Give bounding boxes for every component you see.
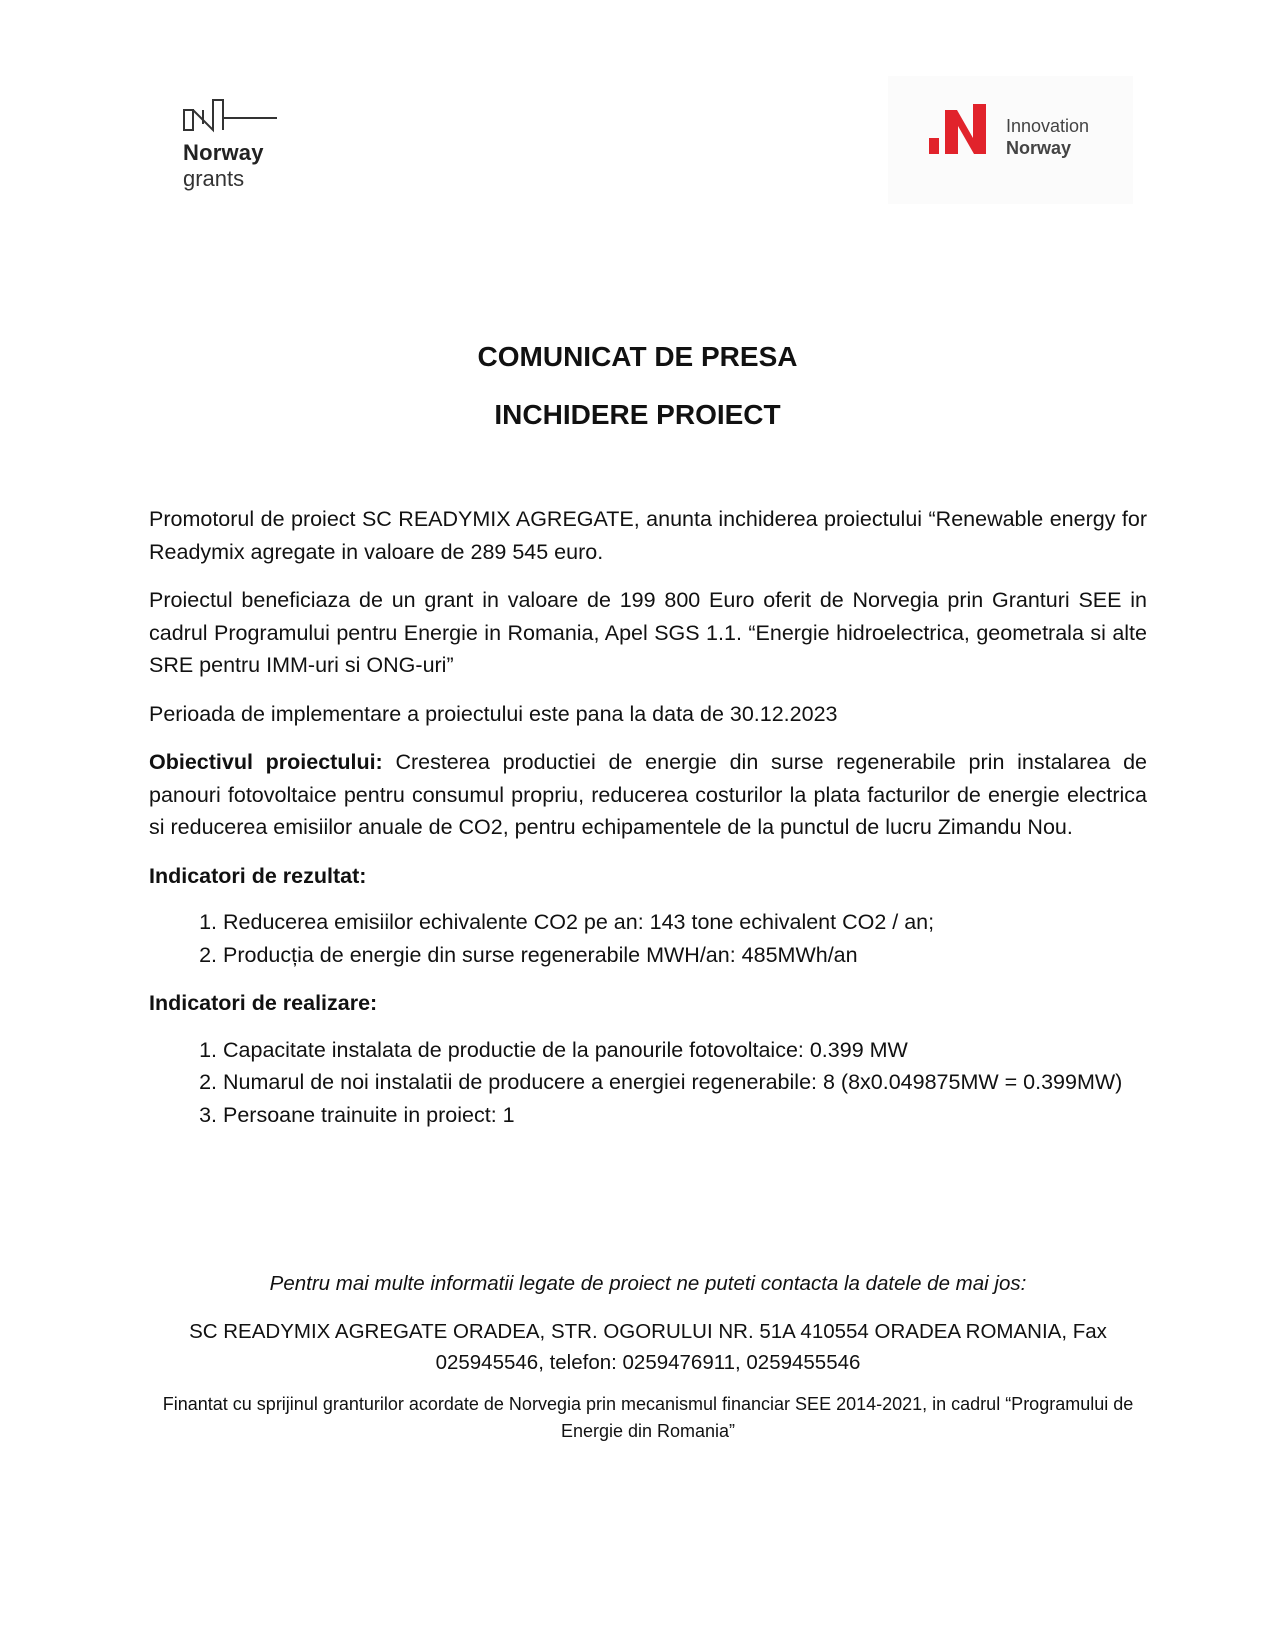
outputs-heading: Indicatori de realizare: [149,991,378,1015]
list-item: 2. Producția de energie din surse regenerabile MWH/an: 485MWh/an [223,939,1147,972]
innovation-norway-mark-icon [928,104,990,158]
page-title: COMUNICAT DE PRESA [477,341,798,372]
list-item: 1. Reducerea emisiilor echivalente CO2 pe an: 143 tone echivalent CO2 / an; [223,906,1147,939]
norway-grants-logo [183,98,293,198]
funding-note: Finantat cu sprijinul granturilor acordate de Norvegia prin mecanismul financiar SEE 2014-2021, in cadrul “Programului de Energie din Romania” [162,1394,1134,1441]
results-list [149,906,1147,971]
document-body [149,503,1147,1147]
contact-intro: Pentru mai multe informatii legate de proiect ne puteti contacta la datele de mai jos: [269,1272,1027,1295]
list-item: 2. Numarul de noi instalatii de producere a energiei regenerabile: 8 (8x0.049875MW = 0.399MW) [223,1066,1147,1099]
paragraph-objective [149,746,1147,844]
innovation-norway-logo [888,76,1133,204]
results-heading: Indicatori de rezultat: [149,863,367,888]
paragraph-grant: Proiectul beneficiaza de un grant in valoare de 199 800 Euro oferit de Norvegia prin Granturi SEE in cadrul Programului pentru Energie in Romania, Apel SGS 1.1. “Energie hidroelectrica, geometrala si alte SRE pentru IMM-uri si ONG-uri” [149,588,1147,677]
norway-grants-word-2: grants [183,166,245,191]
objective-label: Obiectivul proiectului: [149,750,383,774]
innovation-norway-word-2: Norway [1006,138,1072,158]
norway-grants-word-1: Norway [183,140,264,165]
norway-grants-n-icon [183,98,278,134]
page-subtitle: INCHIDERE PROIECT [494,399,781,430]
paragraph-promoter: Promotorul de proiect SC READYMIX AGREGATE, anunta inchiderea proiectului “Renewable energy for Readymix agregate in valoare de 289 545 euro. [149,507,1147,564]
list-item: 3. Persoane trainuite in proiect: 1 [223,1099,1147,1132]
paragraph-period: Perioada de implementare a proiectului este pana la data de 30.12.2023 [149,701,838,726]
innovation-norway-word-1: Innovation [1006,116,1090,136]
objective-text: Cresterea productiei de energie din surse regenerabile prin instalarea de panouri fotovoltaice pentru consumul propriu, reducerea costurilor la plata facturilor de energie electrica si reducerea emisiilor anuale de CO2, pentru echipamentele de la punctul de lucru Zimandu Nou. [149,750,1147,839]
outputs-list [149,1034,1147,1132]
list-item: 1. Capacitate instalata de productie de la panourile fotovoltaice: 0.399 MW [223,1034,1147,1067]
contact-address: SC READYMIX AGREGATE ORADEA, STR. OGORULUI NR. 51A 410554 ORADEA ROMANIA, Fax 025945546, telefon: 0259476911, 0259455546 [189,1320,1107,1374]
